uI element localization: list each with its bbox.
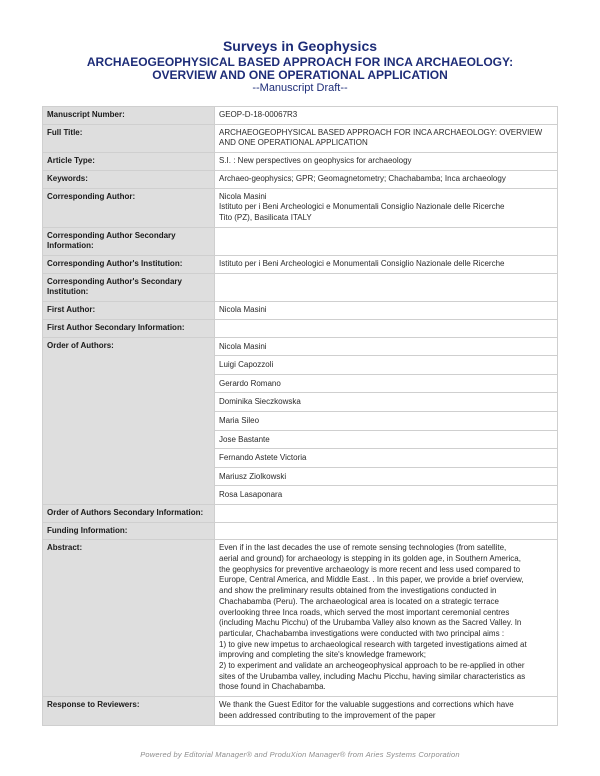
value-article-type: S.I. : New perspectives on geophysics for archaeology [215,153,558,171]
document-header [0,38,600,94]
author-item: Dominika Sieczkowska [215,393,557,412]
label-article-type: Article Type: [43,153,215,171]
value-full-title: ARCHAEOGEOPHYSICAL BASED APPROACH FOR INCA ARCHAEOLOGY: OVERVIEW AND ONE OPERATIONAL APPLICATION [215,124,558,152]
label-first-author-secondary: First Author Secondary Information: [43,319,215,337]
abstract-line: improving and completing the site's knowledge framework; [219,650,426,660]
value-corresponding-institution-secondary [215,273,558,301]
abstract-line: 2) to experiment and validate an archeogeophysical approach to be re-applied in other [219,661,525,671]
title-line-2: OVERVIEW AND ONE OPERATIONAL APPLICATION [152,68,448,82]
abstract-line: Even if in the last decades the use of remote sensing technologies (from satellite, [219,543,507,553]
row-keywords [43,170,558,188]
manuscript-metadata-table [42,106,558,726]
value-corresponding-author-secondary [215,227,558,255]
label-order-of-authors-secondary: Order of Authors Secondary Information: [43,504,215,522]
abstract-line: (including Machu Picchu) of the Urubamba Valley also known as the Sacred Valley. In [219,618,522,628]
corresponding-author-location: Tito (PZ), Basilicata ITALY [219,212,312,222]
row-funding [43,522,558,540]
abstract-line: particular, Chachabamba investigations were conducted with two principal aims : [219,628,505,638]
author-item: Rosa Lasaponara [219,490,283,500]
row-manuscript-number [43,107,558,125]
manuscript-title [0,56,600,82]
row-corresponding-author-secondary [43,227,558,255]
label-funding: Funding Information: [43,522,215,540]
value-response-to-reviewers [215,697,558,725]
row-order-of-authors-secondary [43,504,558,522]
abstract-line: Europe, Central America, and Middle East. . In this paper, we provide a brief overview, [219,575,524,585]
response-line: We thank the Guest Editor for the valuable suggestions and corrections which have [219,700,514,710]
abstract-line: the geophysics for preventive archaeology is more recent and less used compared to [219,564,521,574]
row-article-type [43,153,558,171]
abstract-line: overlooking three Inca roads, which served the most important ceremonial centres [219,607,510,617]
author-item: Fernando Astete Victoria [215,449,557,468]
row-response-to-reviewers [43,697,558,725]
label-first-author: First Author: [43,302,215,320]
label-abstract: Abstract: [43,540,215,697]
row-corresponding-institution-secondary [43,273,558,301]
footer-credit: Powered by Editorial Manager® and ProduXion Manager® from Aries Systems Corporation [140,750,460,759]
label-line: Information: [47,241,94,251]
author-item: Nicola Masini [215,338,557,357]
draft-label: --Manuscript Draft-- [252,82,348,94]
value-corresponding-author [215,188,558,227]
label-corresponding-institution: Corresponding Author's Institution: [43,256,215,274]
label-corresponding-author-secondary [43,227,215,255]
label-keywords: Keywords: [43,170,215,188]
label-corresponding-author: Corresponding Author: [43,188,215,227]
author-item: Luigi Capozzoli [215,356,557,375]
row-corresponding-institution [43,256,558,274]
label-manuscript-number: Manuscript Number: [43,107,215,125]
row-abstract [43,540,558,697]
corresponding-author-name: Nicola Masini [219,191,267,201]
value-first-author: Nicola Masini [215,302,558,320]
abstract-line: 1) to give new impetus to archaeological research with targeted investigations aimed at [219,639,527,649]
value-abstract [215,540,558,697]
value-order-of-authors [215,337,558,504]
row-full-title [43,124,558,152]
row-first-author-secondary [43,319,558,337]
label-full-title: Full Title: [43,124,215,152]
label-corresponding-institution-secondary [43,273,215,301]
row-corresponding-author [43,188,558,227]
label-line: Corresponding Author Secondary [47,230,176,240]
abstract-line: and show the preliminary results obtained from the investigations conducted in [219,586,497,596]
label-line: Corresponding Author's Secondary [47,276,182,286]
author-item: Mariusz Ziolkowski [215,468,557,487]
value-keywords: Archaeo-geophysics; GPR; Geomagnetometry; Chachabamba; Inca archaeology [215,170,558,188]
title-line-1: ARCHAEOGEOPHYSICAL BASED APPROACH FOR INCA ARCHAEOLOGY: [86,55,514,69]
row-first-author [43,302,558,320]
row-order-of-authors [43,337,558,504]
value-corresponding-institution: Istituto per i Beni Archeologici e Monumentali Consiglio Nazionale delle Ricerche [215,256,558,274]
author-item: Maria Sileo [215,412,557,431]
corresponding-author-affiliation: Istituto per i Beni Archeologici e Monumentali Consiglio Nazionale delle Ricerche [219,202,505,212]
author-item: Jose Bastante [215,431,557,450]
label-line: Institution: [47,287,89,297]
value-order-of-authors-secondary [215,504,558,522]
abstract-line: aerial and ground) for archaeology is stepping in its golden age, in Southern America, [219,554,521,563]
abstract-line: Chachabamba (Peru). The archaeological area is located on a strategic terrace [219,596,500,606]
value-funding [215,522,558,540]
label-order-of-authors: Order of Authors: [43,337,215,504]
journal-name: Surveys in Geophysics [222,38,378,54]
value-first-author-secondary [215,319,558,337]
response-line: been addressed contributing to the improvement of the paper [219,710,436,720]
author-item: Gerardo Romano [215,375,557,394]
label-response-to-reviewers: Response to Reviewers: [43,697,215,725]
abstract-line: those found in Chachabamba. [219,682,326,692]
value-manuscript-number: GEOP-D-18-00067R3 [215,107,558,125]
abstract-line: sites of the Urubamba valley, including Machu Picchu, having similar characteristics as [219,671,526,681]
